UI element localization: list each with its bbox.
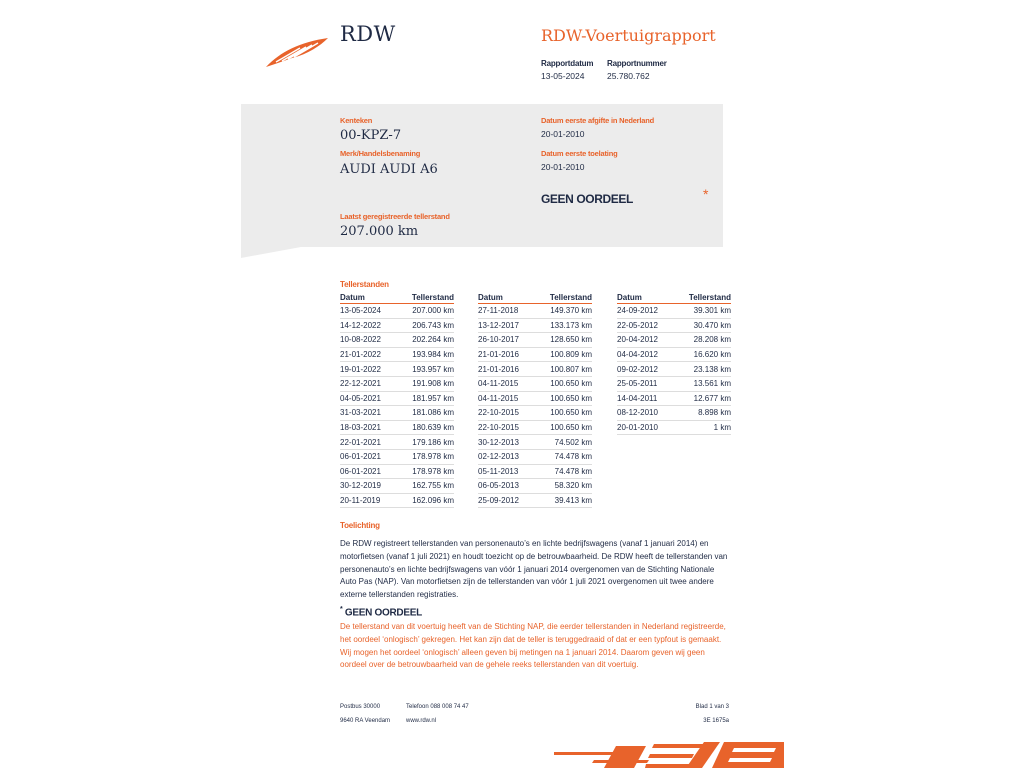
rapportnummer-label: Rapportnummer <box>607 59 667 68</box>
row-datum: 22-10-2015 <box>478 420 534 435</box>
col-tellerstand-header: Tellerstand <box>396 293 454 304</box>
oordeel-value: GEEN OORDEEL <box>541 192 633 206</box>
row-datum: 04-05-2021 <box>340 391 396 406</box>
row-datum: 13-05-2024 <box>340 304 396 319</box>
toelichting-title: Toelichting <box>340 521 380 530</box>
kenteken-value: 00-KPZ-7 <box>340 128 402 143</box>
merk-value: AUDI AUDI A6 <box>340 162 438 177</box>
note-star: * <box>340 606 343 613</box>
row-datum: 14-04-2011 <box>617 391 673 406</box>
row-datum: 02-12-2013 <box>478 449 534 464</box>
row-tellerstand: 179.186 km <box>396 435 454 450</box>
rapportnummer-value: 25.780.762 <box>607 71 650 81</box>
footer-code: 3E 1675a <box>703 718 729 724</box>
table-row <box>617 376 731 391</box>
row-tellerstand: 149.370 km <box>534 304 592 319</box>
table-row <box>340 479 454 494</box>
toelating-label: Datum eerste toelating <box>541 149 618 158</box>
oordeel-star: * <box>703 186 709 202</box>
table-row <box>340 449 454 464</box>
row-tellerstand: 162.096 km <box>396 493 454 508</box>
table-row <box>617 406 731 421</box>
table-row <box>340 391 454 406</box>
row-datum: 19-01-2022 <box>340 362 396 377</box>
kenteken-label: Kenteken <box>340 116 373 125</box>
row-datum: 30-12-2019 <box>340 479 396 494</box>
toelichting-text: De RDW registreert tellerstanden van personenauto’s en lichte bedrijfswagens (vanaf 1 januari 2014) en motorfietsen (vanaf 1 juli 2021) en houdt toezicht op de betrouwbaarheid. De RDW heeft de tellerstanden van personenauto’s en lichte bedrijfswagens van vóór 1 januari 2014 overgenomen van de Stichting Nationale Auto Pas (NAP). Van motorfietsen zijn de tellerstanden van vóór 1 juli 2021 overgenomen uit twee andere externe tellerstanden registraties. <box>340 539 728 600</box>
table-row <box>617 391 731 406</box>
row-tellerstand: 30.470 km <box>673 318 731 333</box>
laatste-tellerstand-label: Laatst geregistreerde tellerstand <box>340 212 450 221</box>
row-tellerstand: 100.650 km <box>534 391 592 406</box>
row-tellerstand: 193.984 km <box>396 347 454 362</box>
row-datum: 08-12-2010 <box>617 406 673 421</box>
table-row <box>478 391 592 406</box>
row-tellerstand: 181.957 km <box>396 391 454 406</box>
row-datum: 21-01-2022 <box>340 347 396 362</box>
note-text: De tellerstand van dit voertuig heeft van de Stichting NAP, die eerder tellerstanden in Nederland registreerde, het oordeel ‘onlogisch’ gekregen. Het kan zijn dat de teller is teruggedraaid of dat er een typfout is gemaakt. Wij mogen het oordeel ‘onlogisch’ alleen geven bij metingen na 1 januari 2014. Daarom geven wij geen oordeel over de betrouwbaarheid van de gehele reeks tellerstanden van dit voertuig. <box>340 622 726 670</box>
table-row <box>617 304 731 319</box>
row-datum: 26-10-2017 <box>478 333 534 348</box>
document-title: RDW-Voertuigrapport <box>541 26 716 45</box>
footer-plaats: 9640 RA Veendam <box>340 718 391 724</box>
table-row <box>478 333 592 348</box>
row-tellerstand: 100.650 km <box>534 420 592 435</box>
table-row <box>478 420 592 435</box>
row-tellerstand: 100.807 km <box>534 362 592 377</box>
row-tellerstand: 13.561 km <box>673 376 731 391</box>
row-datum: 06-01-2021 <box>340 449 396 464</box>
row-tellerstand: 39.301 km <box>673 304 731 319</box>
table-row <box>478 362 592 377</box>
row-datum: 06-01-2021 <box>340 464 396 479</box>
footer-telefoon: Telefoon 088 008 74 47 <box>406 704 469 710</box>
table-row <box>617 347 731 362</box>
row-datum: 24-09-2012 <box>617 304 673 319</box>
row-datum: 21-01-2016 <box>478 362 534 377</box>
table-row <box>478 435 592 450</box>
afgifte-value: 20-01-2010 <box>541 129 585 139</box>
row-tellerstand: 12.677 km <box>673 391 731 406</box>
row-tellerstand: 178.978 km <box>396 449 454 464</box>
row-datum: 22-10-2015 <box>478 406 534 421</box>
table-row <box>478 318 592 333</box>
table-row <box>478 493 592 508</box>
rdw-feather-logo-icon <box>266 36 330 68</box>
row-datum: 13-12-2017 <box>478 318 534 333</box>
row-datum: 27-11-2018 <box>478 304 534 319</box>
row-datum: 09-02-2012 <box>617 362 673 377</box>
row-datum: 05-11-2013 <box>478 464 534 479</box>
table-row <box>478 464 592 479</box>
table-row <box>340 435 454 450</box>
table-row <box>478 347 592 362</box>
table-row <box>617 318 731 333</box>
row-tellerstand: 8.898 km <box>673 406 731 421</box>
table-row <box>340 420 454 435</box>
col-datum-header: Datum <box>478 293 534 304</box>
footer-website-link[interactable]: www.rdw.nl <box>406 718 437 724</box>
col-datum-header: Datum <box>617 293 673 304</box>
table-row <box>340 304 454 319</box>
table-row <box>617 420 731 435</box>
panel-notch <box>241 247 301 258</box>
col-datum-header: Datum <box>340 293 396 304</box>
table-row <box>478 406 592 421</box>
row-datum: 04-11-2015 <box>478 376 534 391</box>
row-tellerstand: 133.173 km <box>534 318 592 333</box>
table-row <box>478 304 592 319</box>
merk-label: Merk/Handelsbenaming <box>340 149 421 158</box>
table-row <box>340 406 454 421</box>
table-row <box>617 333 731 348</box>
toelating-value: 20-01-2010 <box>541 162 585 172</box>
row-tellerstand: 74.478 km <box>534 464 592 479</box>
row-tellerstand: 58.320 km <box>534 479 592 494</box>
row-tellerstand: 39.413 km <box>534 493 592 508</box>
row-tellerstand: 207.000 km <box>396 304 454 319</box>
footer-postbus: Postbus 30000 <box>340 704 381 710</box>
row-tellerstand: 1 km <box>673 420 731 435</box>
row-tellerstand: 162.755 km <box>396 479 454 494</box>
tellerstanden-table-3 <box>617 293 731 435</box>
row-tellerstand: 74.502 km <box>534 435 592 450</box>
table-row <box>340 362 454 377</box>
vehicle-info-panel <box>241 104 723 247</box>
table-row <box>340 318 454 333</box>
table-row <box>478 376 592 391</box>
tellerstanden-title: Tellerstanden <box>340 280 389 289</box>
table-row <box>478 479 592 494</box>
row-datum: 04-11-2015 <box>478 391 534 406</box>
row-datum: 04-04-2012 <box>617 347 673 362</box>
row-tellerstand: 191.908 km <box>396 376 454 391</box>
row-tellerstand: 178.978 km <box>396 464 454 479</box>
row-datum: 25-05-2011 <box>617 376 673 391</box>
tellerstanden-table-2 <box>478 293 592 508</box>
rapportdatum-label: Rapportdatum <box>541 59 594 68</box>
row-datum: 22-12-2021 <box>340 376 396 391</box>
row-datum: 21-01-2016 <box>478 347 534 362</box>
row-datum: 22-01-2021 <box>340 435 396 450</box>
row-tellerstand: 206.743 km <box>396 318 454 333</box>
row-datum: 30-12-2013 <box>478 435 534 450</box>
brand-name: RDW <box>340 22 396 46</box>
rapportdatum-value: 13-05-2024 <box>541 71 585 81</box>
table-row <box>340 333 454 348</box>
table-row <box>478 449 592 464</box>
note-heading <box>340 606 422 618</box>
row-tellerstand: 193.957 km <box>396 362 454 377</box>
footer-blad: Blad 1 van 3 <box>695 704 729 710</box>
row-datum: 22-05-2012 <box>617 318 673 333</box>
row-tellerstand: 100.650 km <box>534 406 592 421</box>
table-row <box>340 493 454 508</box>
row-tellerstand: 202.264 km <box>396 333 454 348</box>
row-datum: 10-08-2022 <box>340 333 396 348</box>
note-title: GEEN OORDEEL <box>344 607 422 619</box>
row-tellerstand: 100.809 km <box>534 347 592 362</box>
row-tellerstand: 23.138 km <box>673 362 731 377</box>
table-row <box>340 464 454 479</box>
row-tellerstand: 74.478 km <box>534 449 592 464</box>
row-datum: 06-05-2013 <box>478 479 534 494</box>
row-datum: 20-11-2019 <box>340 493 396 508</box>
row-tellerstand: 181.086 km <box>396 406 454 421</box>
row-tellerstand: 28.208 km <box>673 333 731 348</box>
row-datum: 20-04-2012 <box>617 333 673 348</box>
row-tellerstand: 100.650 km <box>534 376 592 391</box>
col-tellerstand-header: Tellerstand <box>534 293 592 304</box>
row-datum: 25-09-2012 <box>478 493 534 508</box>
row-tellerstand: 180.639 km <box>396 420 454 435</box>
laatste-tellerstand-value: 207.000 km <box>340 224 419 239</box>
row-datum: 31-03-2021 <box>340 406 396 421</box>
col-tellerstand-header: Tellerstand <box>673 293 731 304</box>
row-datum: 20-01-2010 <box>617 420 673 435</box>
table-row <box>617 362 731 377</box>
table-row <box>340 376 454 391</box>
orange-stripes-decoration-icon <box>554 740 784 768</box>
row-tellerstand: 16.620 km <box>673 347 731 362</box>
row-datum: 14-12-2022 <box>340 318 396 333</box>
row-datum: 18-03-2021 <box>340 420 396 435</box>
tellerstanden-table-1 <box>340 293 454 508</box>
table-row <box>340 347 454 362</box>
afgifte-label: Datum eerste afgifte in Nederland <box>541 116 655 125</box>
row-tellerstand: 128.650 km <box>534 333 592 348</box>
